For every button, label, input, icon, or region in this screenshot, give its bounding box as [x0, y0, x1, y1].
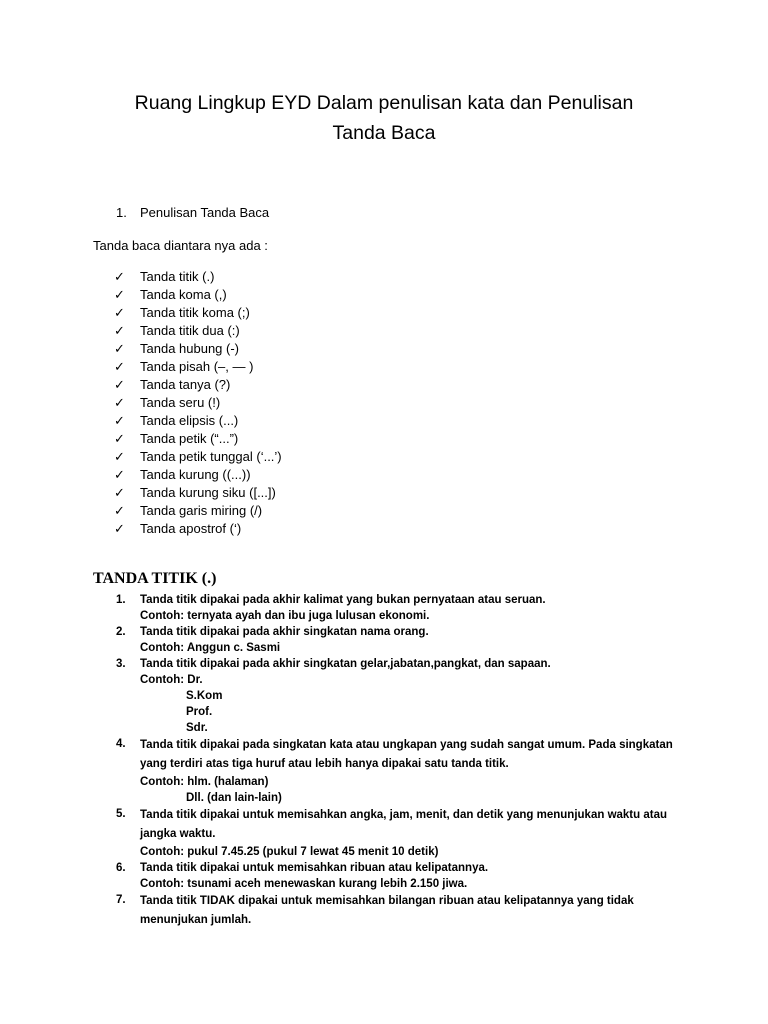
checklist-item-label: Tanda seru (!): [140, 395, 221, 410]
checklist-item-label: Tanda titik (.): [140, 269, 215, 284]
checklist-item-label: Tanda titik dua (:): [140, 323, 240, 338]
checklist-item: [114, 268, 282, 286]
checklist-item-label: Tanda tanya (?): [140, 377, 231, 392]
rule-item: [116, 656, 676, 736]
checklist-item: [114, 412, 282, 430]
checklist-item: [114, 430, 282, 448]
rule-example: Contoh: Anggun c. Sasmi: [140, 642, 281, 654]
checklist-item: [114, 484, 282, 502]
title-line-2: Tanda Baca: [332, 122, 436, 144]
rule-item: [116, 860, 676, 892]
checkmark-icon: ✓: [114, 431, 125, 446]
title-line-1: Ruang Lingkup EYD Dalam penulisan kata dan Penulisan: [134, 92, 634, 114]
rule-number: 4.: [116, 738, 126, 750]
punctuation-checklist: [114, 268, 282, 538]
checklist-item: [114, 322, 282, 340]
rule-number: 3.: [116, 658, 126, 670]
rule-item: [116, 736, 676, 806]
checkmark-icon: ✓: [114, 503, 125, 518]
checklist-item: [114, 502, 282, 520]
rule-text: Tanda titik dipakai untuk memisahkan angka, jam, menit, dan detik yang menunjukan waktu atau jangka waktu.: [140, 809, 667, 840]
rule-text: Tanda titik TIDAK dipakai untuk memisahkan bilangan ribuan atau kelipatannya yang tidak menunjukan jumlah.: [140, 895, 634, 926]
rule-text: Tanda titik dipakai pada akhir singkatan gelar,jabatan,pangkat, dan sapaan.: [140, 658, 551, 670]
intro-text: Tanda baca diantara nya ada :: [93, 238, 268, 253]
rule-item: [116, 624, 676, 656]
checklist-item: [114, 520, 282, 538]
checklist-item-label: Tanda elipsis (...): [140, 413, 239, 428]
rule-item: [116, 806, 676, 860]
checklist-item-label: Tanda kurung ((...)): [140, 467, 251, 482]
checkmark-icon: ✓: [114, 485, 125, 500]
checklist-item-label: Tanda pisah (–, — ): [140, 359, 254, 374]
checklist-item: [114, 448, 282, 466]
checklist-item-label: Tanda petik tunggal (‘...’): [140, 449, 282, 464]
checklist-item: [114, 358, 282, 376]
checkmark-icon: ✓: [114, 395, 125, 410]
checkmark-icon: ✓: [114, 377, 125, 392]
checklist-item-label: Tanda koma (,): [140, 287, 227, 302]
checkmark-icon: ✓: [114, 413, 125, 428]
rule-example: Contoh: ternyata ayah dan ibu juga lulusan ekonomi.: [140, 610, 430, 622]
checkmark-icon: ✓: [114, 359, 125, 374]
rule-example-item: S.Kom: [186, 690, 223, 702]
checklist-item: [114, 376, 282, 394]
rule-text: Tanda titik dipakai pada akhir kalimat yang bukan pernyataan atau seruan.: [140, 594, 546, 606]
rule-example: Contoh: pukul 7.45.25 (pukul 7 lewat 45 menit 10 detik): [140, 846, 439, 858]
rule-example: Contoh: hlm. (halaman): [140, 776, 269, 788]
checklist-item-label: Tanda titik koma (;): [140, 305, 250, 320]
page-title: [60, 88, 708, 148]
checkmark-icon: ✓: [114, 287, 125, 302]
rule-number: 5.: [116, 808, 126, 820]
checklist-item-label: Tanda hubung (-): [140, 341, 240, 356]
checklist-item: [114, 466, 282, 484]
checkmark-icon: ✓: [114, 449, 125, 464]
rule-text: Tanda titik dipakai untuk memisahkan ribuan atau kelipatannya.: [140, 862, 489, 874]
checkmark-icon: ✓: [114, 341, 125, 356]
rule-example: Contoh: Dr.: [140, 674, 203, 686]
checkmark-icon: ✓: [114, 269, 125, 284]
rule-example: Contoh: tsunami aceh menewaskan kurang lebih 2.150 jiwa.: [140, 878, 468, 890]
rule-number: 2.: [116, 626, 126, 638]
rules-list: [116, 592, 676, 930]
rule-item: [116, 592, 676, 624]
section-subheading: TANDA TITIK (.): [93, 570, 217, 587]
checklist-item-label: Tanda petik (“...”): [140, 431, 239, 446]
rule-text: Tanda titik dipakai pada singkatan kata atau ungkapan yang sudah sangat umum. Pada singkatan yang terdiri atas tiga huruf atau lebih hanya dipakai satu tanda titik.: [140, 739, 673, 770]
checklist-item-label: Tanda garis miring (/): [140, 503, 263, 518]
rule-number: 1.: [116, 594, 126, 606]
rule-example-item: Dll. (dan lain-lain): [186, 792, 282, 804]
checklist-item: [114, 340, 282, 358]
checklist-item: [114, 304, 282, 322]
section-number: 1.: [116, 205, 127, 220]
checklist-item-label: Tanda apostrof (‘): [140, 521, 242, 536]
rule-example-item: Sdr.: [186, 722, 208, 734]
rule-item: [116, 892, 676, 930]
rule-number: 6.: [116, 862, 126, 874]
section-label: Penulisan Tanda Baca: [140, 205, 270, 220]
checkmark-icon: ✓: [114, 323, 125, 338]
checkmark-icon: ✓: [114, 521, 125, 536]
checklist-item-label: Tanda kurung siku ([...]): [140, 485, 276, 500]
checklist-item: [114, 394, 282, 412]
rule-text: Tanda titik dipakai pada akhir singkatan nama orang.: [140, 626, 429, 638]
checkmark-icon: ✓: [114, 467, 125, 482]
checklist-item: [114, 286, 282, 304]
rule-example-item: Prof.: [186, 706, 213, 718]
checkmark-icon: ✓: [114, 305, 125, 320]
rule-number: 7.: [116, 894, 126, 906]
section-heading: [116, 204, 269, 222]
